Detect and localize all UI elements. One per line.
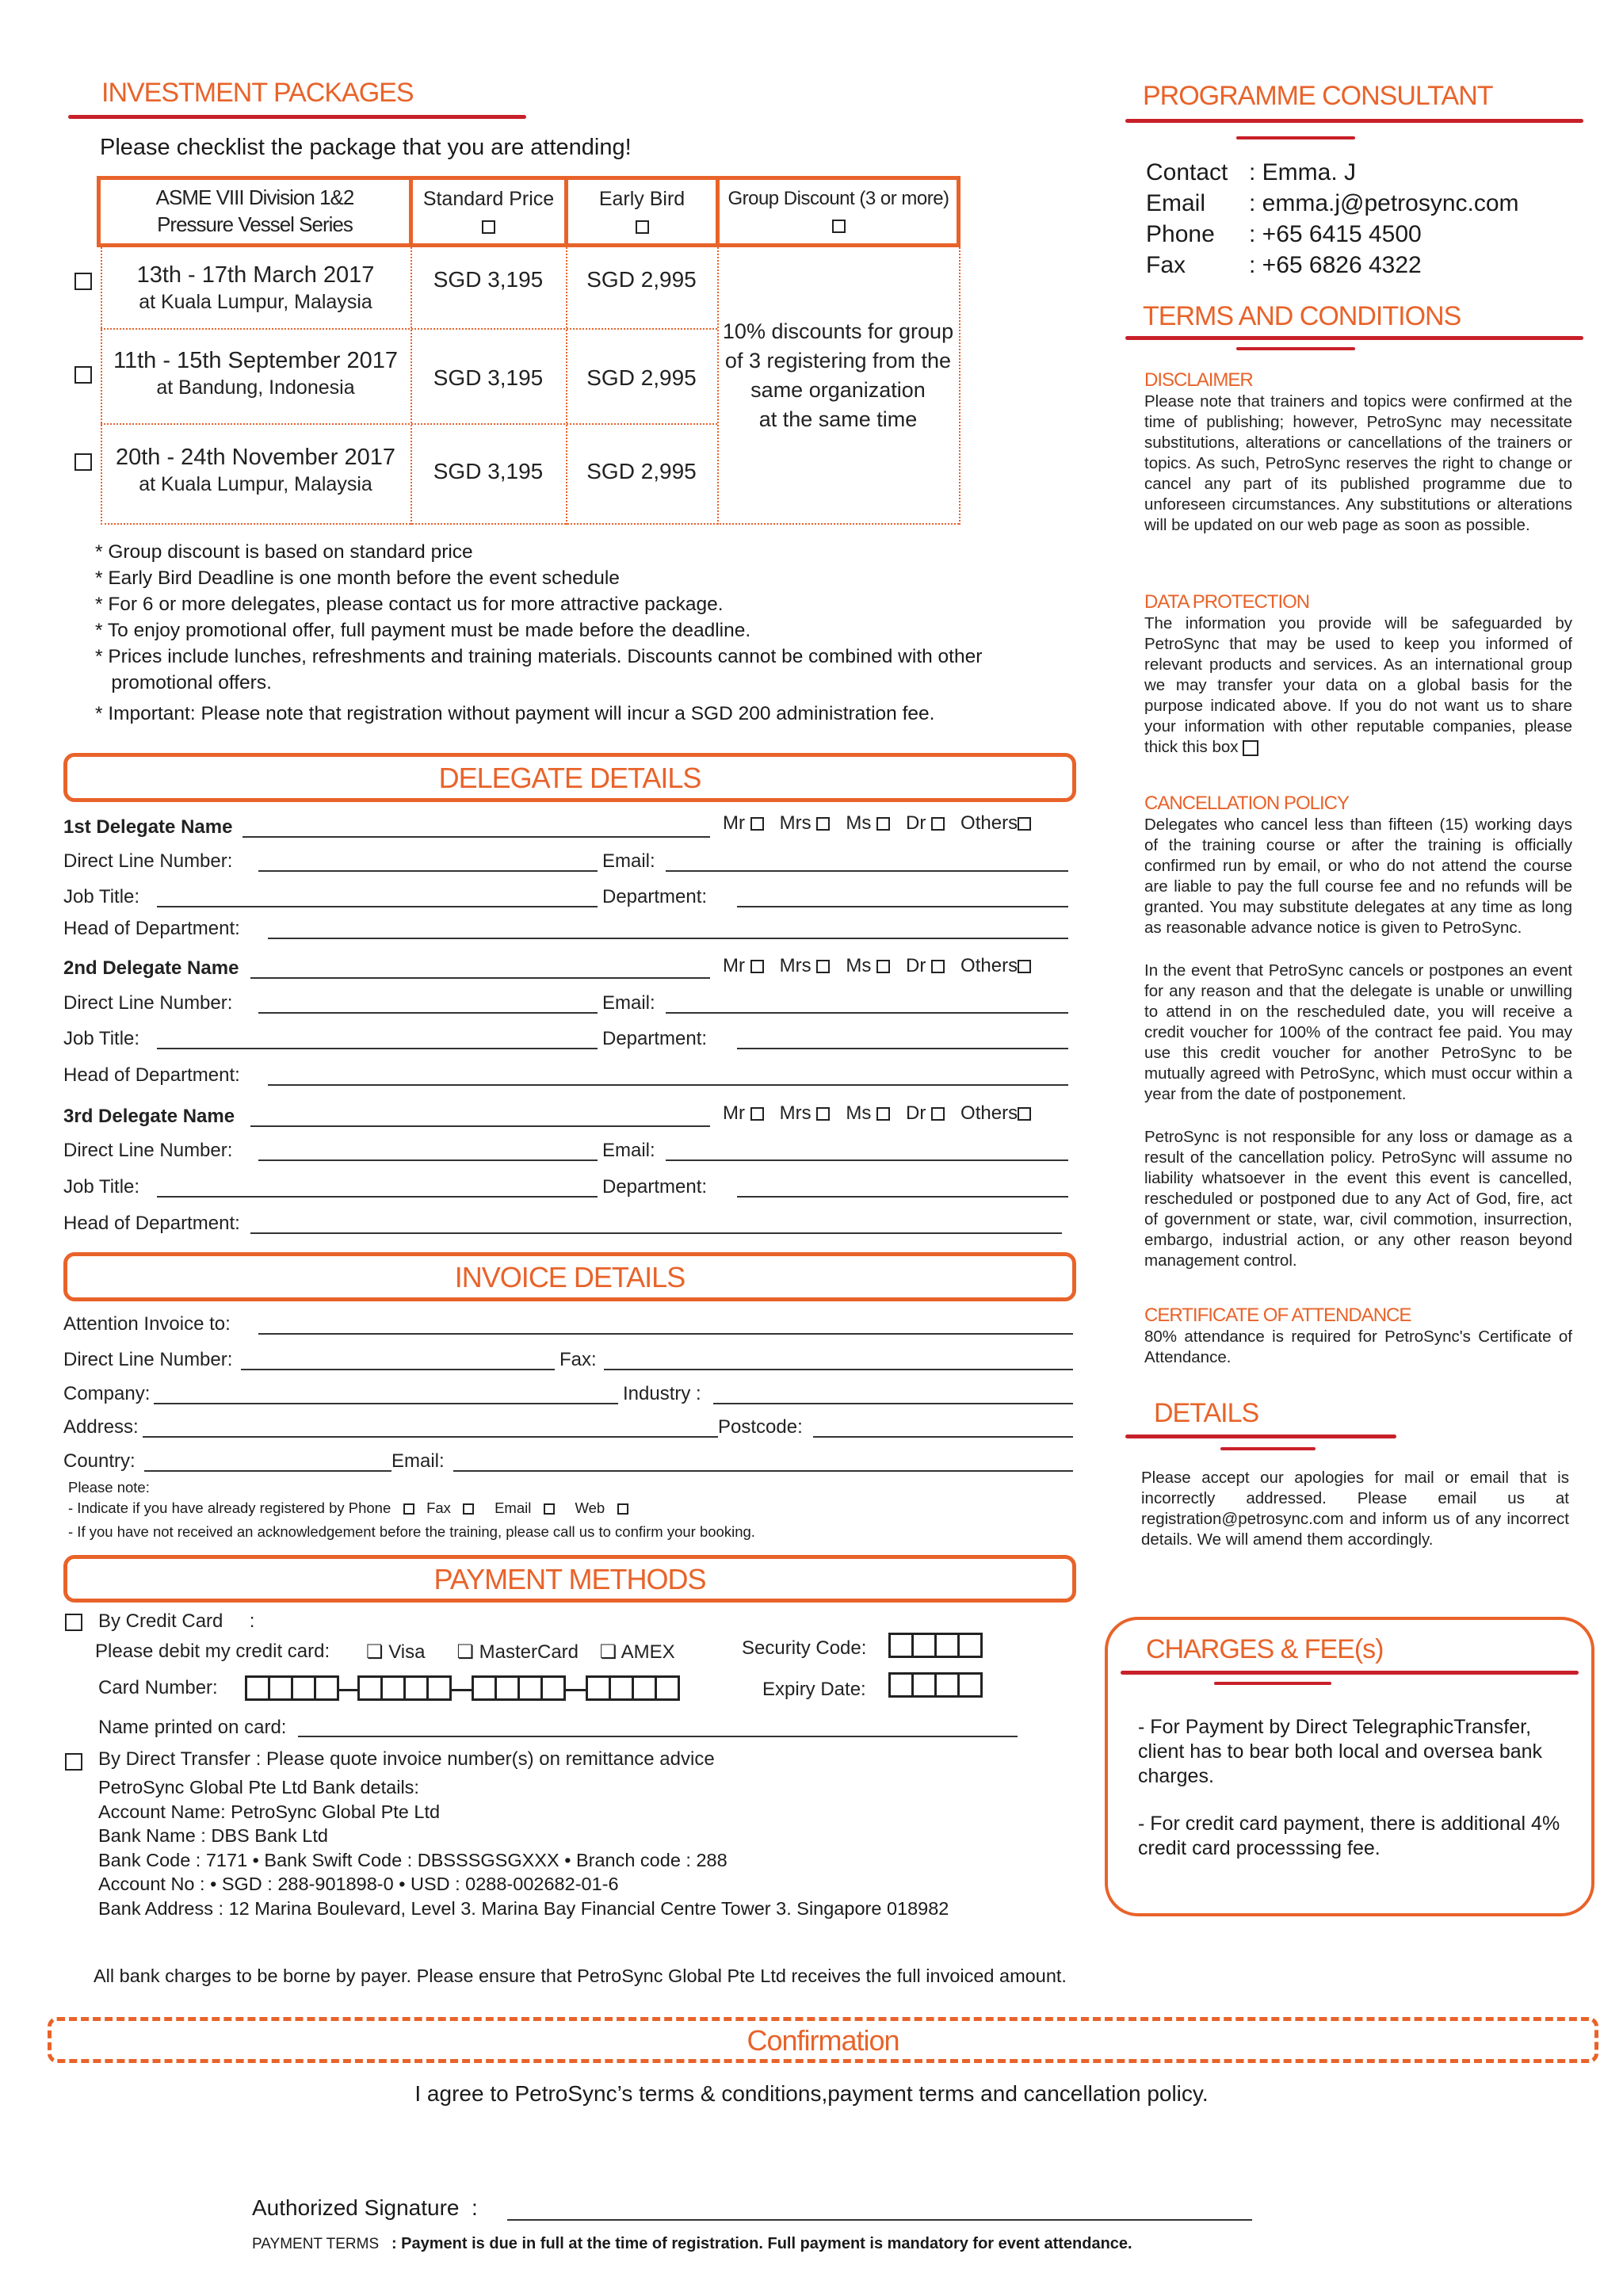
delegate-1-job-title-label: Job Title:	[63, 886, 140, 907]
invoice-industry-label: Industry :	[623, 1383, 701, 1404]
delegate-title: DELEGATE DETAILS	[438, 762, 701, 794]
salutation-others: Others	[960, 1102, 1018, 1124]
delegate-2-department-label: Department:	[602, 1028, 708, 1049]
early-bird-checkbox[interactable]	[636, 220, 649, 234]
email-checkbox[interactable]	[544, 1503, 555, 1515]
salutation-dr: Dr	[906, 1102, 926, 1124]
invoice-note-1	[68, 1499, 628, 1517]
payment-terms-label: PAYMENT TERMS	[252, 2236, 380, 2252]
row-standard-price: SGD 3,195	[433, 459, 544, 483]
invoice-fax-label: Fax:	[559, 1349, 597, 1370]
delegate-3-head-input[interactable]	[250, 1232, 1062, 1234]
signature-label: Authorized Signature :	[252, 2195, 478, 2220]
charges-text-2: - For credit card payment, there is additional 4% credit card processsing fee.	[1138, 1813, 1560, 1859]
invoice-note-title: Please note:	[68, 1479, 150, 1496]
header-group-discount	[720, 185, 957, 239]
salutation-mr: Mr	[723, 812, 745, 834]
card-number-label: Card Number:	[98, 1677, 218, 1698]
ms-checkbox[interactable]	[876, 817, 890, 831]
card-number-boxes[interactable]	[247, 1675, 680, 1705]
delegate-1-email-label: Email:	[602, 850, 655, 872]
delegate-2-head-label: Head of Department:	[63, 1064, 240, 1086]
dr-checkbox[interactable]	[931, 960, 945, 973]
investment-title: INVESTMENT PACKAGES	[101, 78, 414, 108]
payment-banner	[63, 1555, 1076, 1603]
amex-label: AMEX	[621, 1641, 675, 1663]
mr-checkbox[interactable]	[750, 1107, 764, 1121]
certificate-text: 80% attendance is required for PetroSync's Certificate of Attendance.	[1144, 1328, 1572, 1366]
delegate-2-name-input[interactable]	[250, 977, 710, 979]
salutation-mrs: Mrs	[779, 812, 812, 834]
header-standard-price	[413, 185, 564, 239]
disclaimer-text: Please note that trainers and topics were confirmed at the time of publishing; however, PetroSync may necessitate substitutions, alterations or cancellations of the trainers or topics. As such, PetroSync reserves the right to change or cancel any part of its published programme due to unforeseen circumstances. Any substitutions or alterations will be updated on our web page as soon as possible.	[1144, 392, 1572, 534]
delegate-3-direct-line-label: Direct Line Number:	[63, 1140, 233, 1161]
invoice-postcode-label: Postcode:	[718, 1416, 803, 1438]
group-discount-note	[717, 317, 959, 434]
fax-label: Fax	[1146, 252, 1186, 278]
terms-accent	[1236, 347, 1355, 350]
grid-line	[101, 328, 717, 330]
data-protection-title: DATA PROTECTION	[1144, 591, 1310, 613]
grid-line	[101, 423, 717, 425]
row-date: 20th - 24th November 2017	[115, 445, 396, 470]
email-label: Email	[1146, 190, 1206, 216]
note-line: * To enjoy promotional offer, full payment must be made before the deadline.	[95, 620, 751, 641]
card-type-options	[366, 1641, 675, 1664]
invoice-postcode-input[interactable]	[813, 1436, 1073, 1438]
salutation-mr: Mr	[723, 1102, 745, 1124]
group-discount-label: Group Discount (3 or more)	[727, 188, 949, 209]
delegate-1-email-input[interactable]	[666, 870, 1068, 872]
delegate-2-direct-line-label: Direct Line Number:	[63, 992, 233, 1014]
salutation-dr: Dr	[906, 955, 926, 976]
contact-label: Contact	[1146, 159, 1228, 185]
row-standard-price: SGD 3,195	[433, 365, 544, 390]
course-name-line1: ASME VIII Division 1&2	[155, 185, 354, 209]
mastercard-checkbox-icon[interactable]: ❏	[456, 1641, 474, 1663]
delegate-2-head-input[interactable]	[268, 1084, 1068, 1086]
debit-card-label: Please debit my credit card:	[95, 1641, 330, 1662]
package-row	[101, 347, 411, 401]
invoice-email-input[interactable]	[453, 1470, 1073, 1472]
standard-price-label: Standard Price	[422, 188, 555, 210]
delegate-3-job-title-label: Job Title:	[63, 1176, 140, 1198]
salutation-ms: Ms	[846, 955, 872, 976]
invoice-banner	[63, 1252, 1076, 1301]
delegate-2-direct-line-input[interactable]	[258, 1012, 598, 1014]
dr-checkbox[interactable]	[931, 817, 945, 831]
invoice-fax-input[interactable]	[604, 1369, 1073, 1370]
disclaimer-title: DISCLAIMER	[1144, 369, 1253, 391]
delegate-3-email-input[interactable]	[666, 1159, 1068, 1161]
bank-line: Bank Name : DBS Bank Ltd	[98, 1825, 328, 1846]
web-checkbox[interactable]	[617, 1503, 628, 1515]
confirmation-agree-text: I agree to PetroSync’s terms & conditions,payment terms and cancellation policy.	[414, 2081, 1209, 2106]
delegate-1-department-label: Department:	[602, 886, 708, 907]
bank-line: Account No : • SGD : 288-901898-0 • USD : 0288-002682-01-6	[98, 1874, 619, 1894]
visa-label: Visa	[388, 1641, 426, 1663]
delegate-3-salutations	[723, 1102, 1031, 1125]
delegate-3-department-label: Department:	[602, 1176, 708, 1198]
visa-checkbox-icon[interactable]: ❏	[366, 1641, 384, 1663]
terms-underline	[1125, 336, 1583, 340]
header-course	[101, 184, 409, 238]
invoice-direct-line-input[interactable]	[241, 1369, 555, 1370]
group-note-line: same organization	[750, 378, 926, 402]
package-row-checkbox[interactable]	[74, 366, 92, 384]
fax-value: : +65 6826 4322	[1249, 252, 1422, 278]
salutation-mrs: Mrs	[779, 955, 812, 976]
mrs-checkbox[interactable]	[816, 960, 830, 973]
row-early-price: SGD 2,995	[586, 267, 697, 292]
delegate-3-direct-line-input[interactable]	[258, 1159, 598, 1161]
note-line: promotional offers.	[95, 672, 272, 693]
delegate-3-job-title-input[interactable]	[157, 1196, 598, 1198]
details-accent	[1220, 1447, 1316, 1450]
delegate-3-department-input[interactable]	[737, 1196, 1068, 1198]
investment-underline	[68, 115, 526, 119]
salutation-others: Others	[960, 955, 1018, 976]
group-note-line: of 3 registering from the	[724, 349, 952, 372]
cancellation-text-2: In the event that PetroSync cancels or postpones an event for any reason and that the delegate is unable or unwilling to attend in on the rescheduled date, you will receive a credit voucher for 100% of the contract fee paid. You may use this credit voucher for another PetroSync to be mutually agreed with PetroSync, which must occur within a year from the date of postponement.	[1144, 961, 1572, 1103]
others-checkbox[interactable]	[1018, 1107, 1031, 1121]
delegate-1-department-input[interactable]	[737, 906, 1068, 907]
consultant-title: PROGRAMME CONSULTANT	[1143, 81, 1493, 111]
phone-label: Phone	[1146, 221, 1215, 247]
invoice-company-input[interactable]	[154, 1403, 618, 1404]
row-date: 11th - 15th September 2017	[113, 348, 398, 373]
others-checkbox[interactable]	[1018, 817, 1031, 831]
package-row-checkbox[interactable]	[74, 273, 92, 290]
invoice-title: INVOICE DETAILS	[454, 1261, 685, 1293]
header-early-bird	[568, 185, 716, 239]
note-line: * Early Bird Deadline is one month before the event schedule	[95, 567, 620, 589]
row-standard-price: SGD 3,195	[433, 267, 544, 292]
direct-transfer-checkbox[interactable]	[65, 1753, 82, 1771]
name-on-card-input[interactable]	[298, 1736, 1018, 1737]
confirmation-banner	[48, 2017, 1598, 2063]
expiry-date-label: Expiry Date:	[762, 1679, 866, 1700]
invoice-address-label: Address:	[63, 1416, 139, 1438]
row-early-price: SGD 2,995	[586, 365, 697, 390]
salutation-mr: Mr	[723, 955, 745, 976]
delegate-3-head-label: Head of Department:	[63, 1213, 240, 1234]
bank-charges-note: All bank charges to be borne by payer. Please ensure that PetroSync Global Pte Ltd receives the full invoiced amount.	[94, 1966, 1067, 1986]
confirmation-title: Confirmation	[747, 2024, 899, 2057]
invoice-industry-input[interactable]	[713, 1403, 1073, 1404]
salutation-others: Others	[960, 812, 1018, 834]
row-place: at Kuala Lumpur, Malaysia	[139, 473, 372, 495]
data-protection-text	[1144, 613, 1572, 758]
ms-checkbox[interactable]	[876, 960, 890, 973]
package-row	[101, 262, 411, 315]
group-note-line: at the same time	[758, 407, 918, 431]
email-option-label: Email	[495, 1499, 532, 1516]
note-line: * Group discount is based on standard price	[95, 541, 473, 563]
dr-checkbox[interactable]	[931, 1107, 945, 1121]
investment-instruction: Please checklist the package that you are attending!	[100, 135, 632, 160]
invoice-note-2: - If you have not received an acknowledgement before the training, please call us to confirm your booking.	[68, 1523, 755, 1540]
bank-line: Bank Code : 7171 • Bank Swift Code : DBSSSGSGXXX • Branch code : 288	[98, 1849, 727, 1870]
consultant-accent	[1236, 136, 1355, 139]
mastercard-label: MasterCard	[479, 1641, 579, 1663]
email-value[interactable]: : emma.j@petrosync.com	[1249, 190, 1519, 216]
phone-value: : +65 6415 4500	[1249, 221, 1422, 247]
delegate-3-email-label: Email:	[602, 1140, 655, 1161]
package-row	[101, 444, 411, 498]
direct-transfer-label: By Direct Transfer : Please quote invoice number(s) on remittance advice	[98, 1748, 715, 1770]
mrs-checkbox[interactable]	[816, 817, 830, 831]
delegate-1-job-title-input[interactable]	[157, 906, 598, 907]
charges-title: CHARGES & FEE(s)	[1146, 1634, 1384, 1664]
charges-underline	[1121, 1671, 1579, 1675]
row-early-price: SGD 2,995	[586, 459, 697, 483]
salutation-ms: Ms	[846, 812, 872, 834]
note-line: * Important: Please note that registration without payment will incur a SGD 200 administration fee.	[95, 703, 935, 724]
consultant-underline	[1125, 119, 1583, 123]
charges-accent	[1214, 1682, 1331, 1685]
delegate-banner	[63, 753, 1076, 802]
bank-line: Bank Address : 12 Marina Boulevard, Level 3. Marina Bay Financial Centre Tower 3. Singapore 018982	[98, 1897, 949, 1919]
delegate-2-email-label: Email:	[602, 992, 655, 1014]
name-on-card-label: Name printed on card:	[98, 1717, 287, 1738]
delegate-2-department-input[interactable]	[737, 1048, 1068, 1049]
delegate-2-job-title-label: Job Title:	[63, 1028, 140, 1049]
fax-option-label: Fax	[426, 1499, 451, 1516]
note-line: * Prices include lunches, refreshments and training materials. Discounts cannot be combined with other	[95, 646, 983, 667]
details-title: DETAILS	[1154, 1398, 1259, 1428]
details-underline	[1125, 1435, 1396, 1438]
details-text: Please accept our apologies for mail or email that is incorrectly addressed. Please email us at registration@petrosync.com and inform us of any incorrect details. We will amend them accordingly.	[1141, 1469, 1569, 1549]
salutation-mrs: Mrs	[779, 1102, 812, 1124]
mr-checkbox[interactable]	[750, 817, 764, 831]
delegate-1-direct-line-input[interactable]	[258, 870, 598, 872]
delegate-1-name-label: 1st Delegate Name	[63, 816, 233, 838]
salutation-ms: Ms	[846, 1102, 872, 1124]
consultant-contacts	[1146, 157, 1519, 281]
row-date: 13th - 17th March 2017	[136, 262, 375, 288]
ms-checkbox[interactable]	[876, 1107, 890, 1121]
invoice-email-label: Email:	[391, 1450, 445, 1472]
payment-terms	[252, 2235, 1132, 2253]
row-place: at Bandung, Indonesia	[156, 376, 355, 399]
web-option-label: Web	[575, 1499, 605, 1516]
bank-details	[98, 1775, 949, 1920]
group-discount-checkbox[interactable]	[832, 220, 846, 233]
invoice-attention-label: Attention Invoice to:	[63, 1313, 231, 1335]
contact-value: : Emma. J	[1249, 159, 1357, 185]
delegate-1-head-input[interactable]	[268, 938, 1068, 939]
data-opt-out-checkbox[interactable]	[1243, 740, 1258, 756]
grid-line	[959, 247, 960, 525]
others-checkbox[interactable]	[1018, 960, 1031, 973]
mrs-checkbox[interactable]	[816, 1107, 830, 1121]
mr-checkbox[interactable]	[750, 960, 764, 973]
note-line: * For 6 or more delegates, please contact us for more attractive package.	[95, 594, 724, 615]
invoice-address-input[interactable]	[143, 1436, 718, 1438]
invoice-company-label: Company:	[63, 1383, 151, 1404]
amex-checkbox-icon[interactable]: ❏	[599, 1641, 617, 1663]
delegate-3-name-label: 3rd Delegate Name	[63, 1106, 235, 1127]
credit-card-label: By Credit Card :	[98, 1610, 255, 1632]
fax-checkbox[interactable]	[463, 1503, 474, 1515]
early-bird-label: Early Bird	[598, 188, 685, 210]
security-code-boxes[interactable]	[891, 1633, 983, 1662]
certificate-title: CERTIFICATE OF ATTENDANCE	[1144, 1305, 1411, 1326]
security-code-label: Security Code:	[742, 1637, 867, 1659]
delegate-2-email-input[interactable]	[666, 1012, 1068, 1014]
delegate-3-name-input[interactable]	[250, 1125, 710, 1127]
credit-card-checkbox[interactable]	[65, 1614, 82, 1631]
charges-text-1: - For Payment by Direct TelegraphicTransfer, client has to bear both local and oversea bank charges.	[1138, 1716, 1543, 1787]
bank-line: Account Name: PetroSync Global Pte Ltd	[98, 1801, 441, 1822]
payment-terms-text: : Payment is due in full at the time of registration. Full payment is mandatory for event attendance.	[391, 2235, 1132, 2252]
standard-price-checkbox[interactable]	[482, 220, 495, 234]
invoice-attention-input[interactable]	[258, 1333, 1073, 1335]
data-protection-body: The information you provide will be safeguarded by PetroSync that may be used to keep you informed of relevant products and services. As an international group we may transfer your data on a global basis for the purpose indicated above. If you do not want us to share your information with other reputable companies, please thick this box	[1144, 614, 1572, 756]
delegate-2-job-title-input[interactable]	[157, 1048, 598, 1049]
invoice-direct-line-label: Direct Line Number:	[63, 1349, 233, 1370]
bank-line: PetroSync Global Pte Ltd Bank details:	[98, 1777, 419, 1797]
delegate-2-salutations	[723, 955, 1031, 977]
investment-notes	[95, 539, 982, 727]
terms-title: TERMS AND CONDITIONS	[1143, 301, 1461, 331]
delegate-1-name-input[interactable]	[242, 836, 710, 838]
cancellation-text-3: PetroSync is not responsible for any loss or damage as a result of the cancellation policy. PetroSync will assume no liability whatsoever in the event this event is cancelled, rescheduled or postponed due to any Act of God, fire, act of government or state, war, civil commotion, insurrection, embargo, industrial action, or any other reason beyond management control.	[1144, 1128, 1572, 1270]
delegate-1-salutations	[723, 812, 1031, 835]
group-note-line: 10% discounts for group	[722, 319, 954, 343]
delegate-1-head-label: Head of Department:	[63, 918, 240, 939]
delegate-2-name-label: 2nd Delegate Name	[63, 957, 239, 979]
row-place: at Kuala Lumpur, Malaysia	[139, 291, 372, 313]
cancellation-text-1: Delegates who cancel less than fifteen (15) working days of the training course or after the training is officially confirmed run by email, or who do not attend the course are liable to pay the full course fee and no refunds will be granted. You may substitute delegates at any time as long as reasonable advance notice is given to PetroSync.	[1144, 816, 1572, 937]
payment-title: PAYMENT METHODS	[433, 1563, 706, 1595]
grid-line	[101, 523, 959, 525]
invoice-country-input[interactable]	[144, 1470, 391, 1472]
course-name-line2: Pressure Vessel Series	[157, 212, 353, 236]
cancellation-title: CANCELLATION POLICY	[1144, 793, 1349, 814]
package-row-checkbox[interactable]	[74, 453, 92, 471]
expiry-date-boxes[interactable]	[891, 1672, 983, 1702]
salutation-dr: Dr	[906, 812, 926, 834]
signature-input[interactable]	[507, 2219, 1252, 2221]
invoice-country-label: Country:	[63, 1450, 136, 1472]
note-text: - Indicate if you have already registered by Phone	[68, 1499, 391, 1516]
phone-checkbox[interactable]	[403, 1503, 414, 1515]
delegate-1-direct-line-label: Direct Line Number:	[63, 850, 233, 872]
